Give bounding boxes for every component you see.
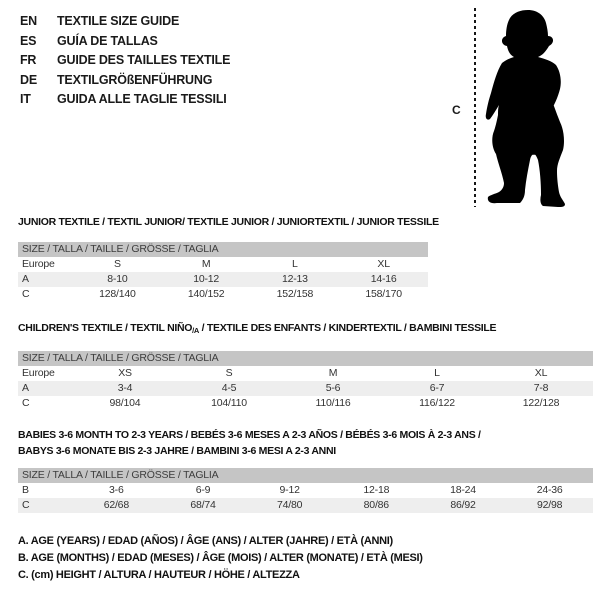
language-title: TEXTILGRÖßENFÜHRUNG: [57, 72, 213, 87]
language-title-list: [20, 12, 230, 110]
language-title: GUÍA DE TALLAS: [57, 33, 158, 48]
baby-silhouette-icon: [485, 8, 570, 213]
value-cell: 68/74: [190, 499, 216, 511]
table-title: [18, 427, 593, 459]
language-code: DE: [20, 72, 37, 87]
value-cell: S: [113, 258, 121, 270]
value-cell: 4-5: [221, 382, 237, 394]
size-header-bar: SIZE / TALLA / TAILLE / GRÖSSE / TAGLIA: [18, 242, 428, 257]
language-row: [20, 90, 230, 110]
value-cell: 8-10: [107, 273, 128, 285]
value-cell: 6-9: [195, 484, 211, 496]
value-cell: 6-7: [429, 382, 445, 394]
value-cell: 74/80: [277, 499, 303, 511]
value-cell: 5-6: [325, 382, 341, 394]
value-cell: M: [201, 258, 211, 270]
value-cell: S: [225, 367, 233, 379]
value-cell: 122/128: [522, 397, 560, 409]
language-code: IT: [20, 92, 31, 106]
value-cell: 140/152: [187, 288, 225, 300]
row-label: C: [22, 499, 30, 511]
row-label: Europe: [22, 367, 55, 379]
value-cell: 10-12: [193, 273, 220, 285]
height-measure-label: C: [452, 103, 461, 117]
babies-size-table: [18, 427, 593, 513]
value-cell: L: [434, 367, 440, 379]
value-cell: 3-4: [117, 382, 133, 394]
value-cell: 158/170: [365, 288, 402, 300]
size-table-row: [18, 381, 593, 396]
title-line: BABYS 3-6 MONATE BIS 2-3 JAHRE / BAMBINI 3-6 MESI A 2-3 ANNI: [18, 445, 336, 457]
legend-note-b: B. AGE (MONTHS) / EDAD (MESES) / ÂGE (MOIS) / ALTER (MONATE) / ETÀ (MESI): [18, 552, 423, 564]
children-size-table: [18, 322, 593, 411]
size-table-row: [18, 272, 428, 287]
title-part: CHILDREN'S TEXTILE / TEXTIL NIÑO: [18, 322, 193, 334]
language-row: [20, 71, 230, 91]
value-cell: 12-13: [281, 273, 308, 285]
value-cell: 14-16: [370, 273, 397, 285]
language-row: [20, 12, 230, 32]
value-cell: 80/86: [363, 499, 389, 511]
value-cell: 3-6: [109, 484, 124, 496]
title-part: / TEXTILE DES ENFANTS / KINDERTEXTIL / BAMBINI TESSILE: [199, 322, 497, 334]
value-cell: L: [292, 258, 298, 270]
value-cell: 92/98: [537, 499, 563, 511]
legend-note-c: C. (cm) HEIGHT / ALTURA / HAUTEUR / HÖHE / ALTEZZA: [18, 569, 300, 581]
value-cell: 152/158: [276, 288, 314, 300]
row-label: C: [22, 288, 30, 300]
value-cell: 7-8: [533, 382, 549, 394]
table-title: [18, 322, 593, 337]
legend-note-a: A. AGE (YEARS) / EDAD (AÑOS) / ÂGE (ANS) / ALTER (JAHRE) / ETÀ (ANNI): [18, 535, 393, 547]
language-title: GUIDA ALLE TAGLIE TESSILI: [57, 92, 227, 106]
value-cell: 128/140: [99, 288, 136, 300]
size-table-row: [18, 287, 428, 302]
row-label: Europe: [22, 258, 55, 270]
title-subscript: /A: [192, 326, 200, 335]
table-title: JUNIOR TEXTILE / TEXTIL JUNIOR/ TEXTILE JUNIOR / JUNIORTEXTIL / JUNIOR TESSILE: [18, 216, 439, 228]
size-table-row: [18, 498, 593, 513]
value-cell: 98/104: [109, 397, 141, 409]
size-table-row: [18, 366, 593, 381]
language-code: FR: [20, 53, 37, 67]
value-cell: XL: [377, 258, 390, 270]
value-cell: 104/110: [211, 397, 247, 409]
language-code: EN: [20, 14, 37, 28]
value-cell: XL: [534, 367, 548, 379]
value-cell: 9-12: [279, 484, 300, 496]
size-table-row: [18, 396, 593, 411]
row-label: A: [22, 273, 29, 285]
value-cell: 110/116: [315, 397, 351, 409]
row-label: B: [22, 484, 29, 496]
language-row: [20, 51, 230, 71]
language-title: GUIDE DES TAILLES TEXTILE: [57, 53, 231, 67]
value-cell: M: [328, 367, 338, 379]
legend-notes: [18, 533, 423, 584]
value-cell: 116/122: [419, 397, 455, 409]
value-cell: 62/68: [103, 499, 129, 511]
language-title: TEXTILE SIZE GUIDE: [57, 14, 180, 28]
table-rows: [18, 483, 593, 513]
value-cell: 18-24: [450, 484, 476, 496]
table-rows: [18, 257, 428, 302]
value-cell: 86/92: [450, 499, 476, 511]
size-header-bar: SIZE / TALLA / TAILLE / GRÖSSE / TAGLIA: [18, 351, 593, 366]
row-label: A: [22, 382, 29, 394]
size-header-bar: SIZE / TALLA / TAILLE / GRÖSSE / TAGLIA: [18, 468, 593, 483]
row-label: C: [22, 397, 30, 409]
height-measure-dashed-line: [474, 8, 476, 207]
value-cell: 24-36: [536, 484, 563, 496]
size-table-row: [18, 257, 428, 272]
junior-size-table: [18, 216, 439, 302]
language-row: [20, 32, 230, 52]
language-code: ES: [20, 33, 37, 48]
table-rows: [18, 366, 593, 411]
title-line: BABIES 3-6 MONTH TO 2-3 YEARS / BEBÉS 3-6 MESES A 2-3 AÑOS / BÉBÉS 3-6 MOIS À 2-3 ANS /: [18, 429, 481, 441]
value-cell: XS: [118, 367, 132, 379]
value-cell: 12-18: [363, 484, 390, 496]
size-table-row: [18, 483, 593, 498]
